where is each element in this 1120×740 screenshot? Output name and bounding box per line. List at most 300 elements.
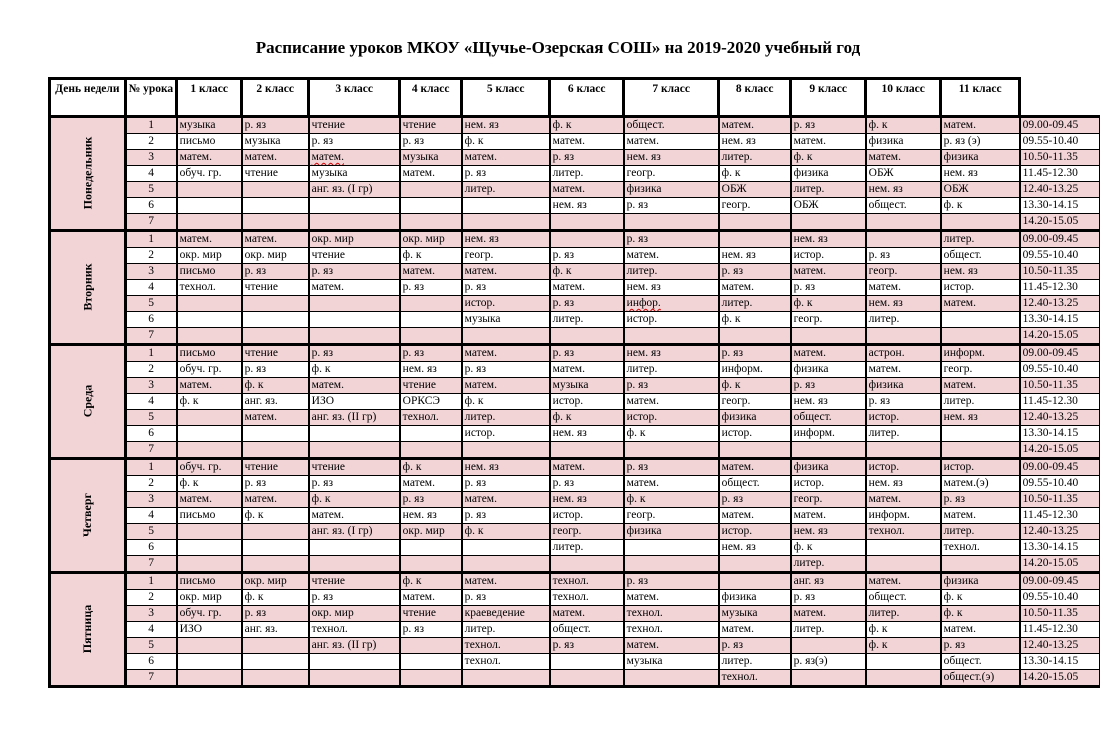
- subject-cell: [309, 214, 400, 231]
- subject-cell: [309, 198, 400, 214]
- subject-cell: матем.: [400, 264, 462, 280]
- subject-cell: матем.: [866, 280, 941, 296]
- subject-cell: нем. яз: [941, 410, 1020, 426]
- subject-cell: истор.: [719, 426, 791, 442]
- subject-cell: р. яз: [791, 117, 866, 134]
- subject-cell: нем. яз: [400, 362, 462, 378]
- time-cell: 13.30-14.15: [1020, 654, 1100, 670]
- subject-cell: [550, 670, 624, 687]
- subject-cell: чтение: [400, 117, 462, 134]
- lesson-number: 2: [125, 476, 177, 492]
- subject-cell: [309, 328, 400, 345]
- table-row: [50, 638, 1100, 654]
- subject-cell: [177, 214, 242, 231]
- lesson-number: 1: [125, 345, 177, 362]
- subject-cell: [941, 442, 1020, 459]
- lesson-number: 6: [125, 312, 177, 328]
- subject-cell: [866, 654, 941, 670]
- subject-cell: ф. к: [866, 622, 941, 638]
- subject-cell: р. яз: [550, 638, 624, 654]
- subject-cell: ф. к: [941, 590, 1020, 606]
- subject-cell: [941, 214, 1020, 231]
- subject-cell: [462, 442, 550, 459]
- time-cell: 11.45-12.30: [1020, 166, 1100, 182]
- header-time-blank: [1020, 79, 1100, 117]
- subject-cell: матем.: [791, 264, 866, 280]
- subject-cell: р. яз: [462, 362, 550, 378]
- subject-cell: [550, 556, 624, 573]
- time-cell: 09.55-10.40: [1020, 362, 1100, 378]
- table-row: [50, 362, 1100, 378]
- subject-cell: окр. мир: [400, 231, 462, 248]
- subject-cell: истор.: [941, 280, 1020, 296]
- subject-cell: окр. мир: [400, 524, 462, 540]
- lesson-number: 7: [125, 214, 177, 231]
- day-label: Вторник: [80, 263, 95, 311]
- subject-cell: [866, 442, 941, 459]
- subject-cell: анг. яз. (II гр): [309, 410, 400, 426]
- subject-cell: матем.: [177, 231, 242, 248]
- subject-cell: [550, 442, 624, 459]
- subject-cell: технол.: [719, 670, 791, 687]
- subject-cell: [866, 214, 941, 231]
- subject-cell: ф. к: [550, 264, 624, 280]
- subject-cell: матем.: [177, 150, 242, 166]
- table-row: [50, 166, 1100, 182]
- lesson-number: 7: [125, 670, 177, 687]
- subject-cell: литер.: [624, 362, 719, 378]
- subject-cell: [719, 328, 791, 345]
- subject-cell: литер.: [462, 622, 550, 638]
- subject-cell: литер.: [791, 556, 866, 573]
- lesson-number: 3: [125, 492, 177, 508]
- subject-cell: р. яз: [550, 476, 624, 492]
- subject-cell: ф. к: [177, 476, 242, 492]
- subject-cell: [400, 540, 462, 556]
- subject-cell: музыка: [550, 378, 624, 394]
- subject-cell: истор.: [866, 459, 941, 476]
- subject-cell: музыка: [177, 117, 242, 134]
- header-lesson-number: № урока: [125, 79, 177, 117]
- subject-cell: [177, 654, 242, 670]
- subject-cell: ф. к: [866, 638, 941, 654]
- subject-cell: р. яз: [624, 378, 719, 394]
- subject-cell: матем.: [462, 492, 550, 508]
- subject-cell: р. яз: [462, 280, 550, 296]
- subject-cell: матем.: [866, 150, 941, 166]
- subject-cell: информ.: [941, 345, 1020, 362]
- subject-cell: [177, 296, 242, 312]
- subject-cell: нем. яз: [624, 345, 719, 362]
- lesson-number: 6: [125, 540, 177, 556]
- table-row: [50, 214, 1100, 231]
- subject-cell: литер.: [719, 150, 791, 166]
- table-row: [50, 378, 1100, 394]
- table-row: [50, 606, 1100, 622]
- subject-cell: [242, 670, 309, 687]
- lesson-number: 1: [125, 573, 177, 590]
- subject-cell: [791, 638, 866, 654]
- subject-cell: истор.: [462, 426, 550, 442]
- lesson-number: 6: [125, 654, 177, 670]
- day-cell: [50, 573, 126, 687]
- subject-cell: матем.: [400, 590, 462, 606]
- subject-cell: анг. яз. (II гр): [309, 638, 400, 654]
- subject-cell: физика: [624, 524, 719, 540]
- subject-cell: обуч. гр.: [177, 362, 242, 378]
- subject-cell: музыка: [400, 150, 462, 166]
- subject-cell: р. яз: [791, 378, 866, 394]
- subject-cell: р. яз: [941, 492, 1020, 508]
- table-row: [50, 426, 1100, 442]
- day-label: Понедельник: [80, 136, 95, 210]
- subject-cell: [177, 182, 242, 198]
- time-cell: 13.30-14.15: [1020, 198, 1100, 214]
- subject-cell: р. яз: [791, 280, 866, 296]
- subject-cell: музыка: [624, 654, 719, 670]
- subject-cell: [242, 442, 309, 459]
- lesson-number: 4: [125, 394, 177, 410]
- subject-cell: [309, 150, 400, 166]
- subject-cell: ф. к: [242, 590, 309, 606]
- subject-cell: чтение: [309, 459, 400, 476]
- subject-cell: [400, 198, 462, 214]
- subject-cell: ОБЖ: [719, 182, 791, 198]
- table-row: [50, 280, 1100, 296]
- subject-cell: общест.: [550, 622, 624, 638]
- subject-cell: [400, 312, 462, 328]
- subject-cell: ф. к: [309, 492, 400, 508]
- subject-cell: р. яз: [242, 606, 309, 622]
- time-cell: 12.40-13.25: [1020, 524, 1100, 540]
- subject-cell: литер.: [791, 182, 866, 198]
- header-row: [50, 79, 1100, 117]
- subject-cell: р. яз (э): [941, 134, 1020, 150]
- subject-cell: матем.: [177, 492, 242, 508]
- table-row: [50, 312, 1100, 328]
- subject-cell: матем.: [177, 378, 242, 394]
- subject-cell: [941, 328, 1020, 345]
- subject-cell: истор.: [941, 459, 1020, 476]
- subject-cell: [791, 670, 866, 687]
- subject-cell: ф. к: [400, 248, 462, 264]
- subject-cell: р. яз: [624, 198, 719, 214]
- lesson-number: 4: [125, 166, 177, 182]
- lesson-number: 7: [125, 328, 177, 345]
- subject-cell: матем.: [941, 117, 1020, 134]
- time-cell: 14.20-15.05: [1020, 214, 1100, 231]
- subject-cell: чтение: [309, 573, 400, 590]
- header-class-4: 4 класс: [400, 79, 462, 117]
- subject-cell: [550, 328, 624, 345]
- lesson-number: 1: [125, 459, 177, 476]
- subject-cell: [242, 312, 309, 328]
- subject-cell: информ.: [719, 362, 791, 378]
- subject-cell: [177, 198, 242, 214]
- lesson-number: 7: [125, 442, 177, 459]
- subject-cell: окр. мир: [177, 248, 242, 264]
- subject-cell: ф. к: [791, 296, 866, 312]
- subject-cell: р. яз: [550, 345, 624, 362]
- subject-cell: [177, 312, 242, 328]
- lesson-number: 1: [125, 117, 177, 134]
- subject-cell: геогр.: [624, 166, 719, 182]
- subject-cell: ф. к: [941, 606, 1020, 622]
- subject-cell: матем.: [719, 508, 791, 524]
- subject-cell: [309, 312, 400, 328]
- subject-cell: литер.: [462, 410, 550, 426]
- subject-cell: окр. мир: [309, 231, 400, 248]
- subject-cell: истор.: [624, 410, 719, 426]
- subject-cell: нем. яз: [866, 296, 941, 312]
- page-title: Расписание уроков МКОУ «Щучье-Озерская СОШ» на 2019-2020 учебный год: [255, 38, 861, 57]
- subject-cell: [177, 426, 242, 442]
- header-day: День недели: [50, 79, 126, 117]
- subject-cell: чтение: [400, 606, 462, 622]
- subject-cell: матем.: [719, 117, 791, 134]
- table-row: [50, 117, 1100, 134]
- subject-cell: р. яз: [400, 345, 462, 362]
- subject-cell: р. яз: [462, 166, 550, 182]
- subject-cell: [242, 556, 309, 573]
- subject-cell: ОБЖ: [791, 198, 866, 214]
- subject-cell: литер.: [866, 426, 941, 442]
- subject-cell: [400, 638, 462, 654]
- subject-cell: [400, 654, 462, 670]
- subject-cell: нем. яз: [866, 182, 941, 198]
- lesson-number: 4: [125, 508, 177, 524]
- subject-cell: письмо: [177, 508, 242, 524]
- subject-cell: физика: [791, 459, 866, 476]
- subject-cell: технол.: [624, 622, 719, 638]
- subject-cell: р. яз: [866, 394, 941, 410]
- subject-cell: музыка: [719, 606, 791, 622]
- time-cell: 10.50-11.35: [1020, 264, 1100, 280]
- subject-cell: ф. к: [941, 198, 1020, 214]
- subject-cell: матем.: [866, 492, 941, 508]
- subject-cell: нем. яз: [791, 524, 866, 540]
- subject-cell: [400, 296, 462, 312]
- subject-cell: геогр.: [550, 524, 624, 540]
- subject-cell: [242, 328, 309, 345]
- subject-cell: окр. мир: [309, 606, 400, 622]
- subject-cell: [242, 214, 309, 231]
- subject-cell: матем.: [242, 150, 309, 166]
- subject-cell: истор.: [550, 508, 624, 524]
- subject-cell: ф. к: [309, 362, 400, 378]
- subject-cell: р. яз: [624, 573, 719, 590]
- time-cell: 11.45-12.30: [1020, 280, 1100, 296]
- subject-cell: [791, 328, 866, 345]
- subject-cell: ф. к: [462, 134, 550, 150]
- time-cell: 12.40-13.25: [1020, 410, 1100, 426]
- lesson-number: 2: [125, 248, 177, 264]
- subject-cell: [177, 540, 242, 556]
- subject-cell: нем. яз: [941, 264, 1020, 280]
- subject-cell: музыка: [309, 166, 400, 182]
- subject-cell: [941, 426, 1020, 442]
- subject-cell: ОБЖ: [941, 182, 1020, 198]
- subject-cell: истор.: [866, 410, 941, 426]
- subject-cell: общест.: [624, 117, 719, 134]
- table-row: [50, 590, 1100, 606]
- subject-cell: геогр.: [791, 492, 866, 508]
- subject-cell: р. яз: [400, 622, 462, 638]
- subject-cell: матем.: [242, 410, 309, 426]
- subject-cell: информ.: [791, 426, 866, 442]
- subject-cell: [719, 231, 791, 248]
- subject-cell: [309, 670, 400, 687]
- time-cell: 14.20-15.05: [1020, 556, 1100, 573]
- time-cell: 12.40-13.25: [1020, 296, 1100, 312]
- subject-cell: информ.: [866, 508, 941, 524]
- subject-cell: матем.: [309, 280, 400, 296]
- time-cell: 09.00-09.45: [1020, 459, 1100, 476]
- subject-cell: матем.: [550, 134, 624, 150]
- time-cell: 12.40-13.25: [1020, 638, 1100, 654]
- subject-cell: матем.: [791, 345, 866, 362]
- subject-cell: литер.: [550, 540, 624, 556]
- subject-cell: [719, 214, 791, 231]
- subject-cell: физика: [791, 362, 866, 378]
- subject-cell: музыка: [242, 134, 309, 150]
- subject-cell: [462, 328, 550, 345]
- subject-cell: нем. яз: [400, 508, 462, 524]
- subject-cell: технол.: [550, 590, 624, 606]
- subject-cell: матем.: [941, 296, 1020, 312]
- table-row: [50, 134, 1100, 150]
- subject-cell: матем.: [462, 150, 550, 166]
- subject-cell: р. яз: [624, 231, 719, 248]
- subject-cell: матем.: [309, 378, 400, 394]
- subject-cell: матем.: [866, 573, 941, 590]
- subject-cell: литер.: [550, 166, 624, 182]
- subject-cell: технол.: [462, 638, 550, 654]
- subject-cell: технол.: [400, 410, 462, 426]
- subject-cell: [866, 540, 941, 556]
- subject-cell: общест.: [941, 654, 1020, 670]
- subject-cell: литер.: [719, 296, 791, 312]
- subject-cell: [550, 231, 624, 248]
- subject-cell: чтение: [309, 248, 400, 264]
- time-cell: 10.50-11.35: [1020, 492, 1100, 508]
- subject-cell: матем.: [941, 378, 1020, 394]
- subject-cell: [719, 442, 791, 459]
- subject-cell: [242, 638, 309, 654]
- subject-cell: р. яз: [550, 248, 624, 264]
- subject-cell: окр. мир: [177, 590, 242, 606]
- subject-cell: литер.: [941, 524, 1020, 540]
- subject-cell: нем. яз: [462, 117, 550, 134]
- time-cell: 11.45-12.30: [1020, 508, 1100, 524]
- subject-cell: окр. мир: [242, 248, 309, 264]
- subject-cell: нем. яз: [550, 198, 624, 214]
- subject-cell: матем.: [719, 280, 791, 296]
- time-cell: 09.55-10.40: [1020, 134, 1100, 150]
- lesson-number: 4: [125, 280, 177, 296]
- subject-cell: [866, 556, 941, 573]
- subject-cell: [624, 670, 719, 687]
- subject-cell: [941, 556, 1020, 573]
- subject-cell: чтение: [400, 378, 462, 394]
- subject-cell: [462, 670, 550, 687]
- subject-cell: [866, 670, 941, 687]
- subject-cell: [866, 231, 941, 248]
- table-row: [50, 345, 1100, 362]
- subject-cell: чтение: [309, 117, 400, 134]
- subject-text: инфор.: [626, 297, 661, 309]
- subject-cell: [242, 296, 309, 312]
- subject-cell: [309, 296, 400, 312]
- lesson-number: 6: [125, 426, 177, 442]
- subject-cell: нем. яз: [866, 476, 941, 492]
- subject-cell: технол.: [309, 622, 400, 638]
- subject-cell: обуч. гр.: [177, 459, 242, 476]
- subject-cell: [462, 556, 550, 573]
- subject-cell: [624, 328, 719, 345]
- lesson-number: 5: [125, 410, 177, 426]
- time-cell: 13.30-14.15: [1020, 426, 1100, 442]
- subject-cell: физика: [941, 573, 1020, 590]
- header-class-1: 1 класс: [177, 79, 242, 117]
- subject-cell: [462, 214, 550, 231]
- subject-cell: общест.: [866, 590, 941, 606]
- subject-cell: литер.: [550, 312, 624, 328]
- subject-cell: [177, 410, 242, 426]
- subject-cell: р. яз: [309, 264, 400, 280]
- table-row: [50, 182, 1100, 198]
- subject-cell: нем. яз: [791, 231, 866, 248]
- subject-cell: ф. к: [719, 378, 791, 394]
- subject-cell: матем.: [719, 459, 791, 476]
- subject-cell: истор.: [791, 476, 866, 492]
- table-row: [50, 442, 1100, 459]
- subject-cell: матем.: [791, 606, 866, 622]
- subject-cell: обуч. гр.: [177, 166, 242, 182]
- subject-cell: физика: [719, 410, 791, 426]
- subject-cell: матем.: [550, 459, 624, 476]
- table-row: [50, 410, 1100, 426]
- subject-cell: физика: [624, 182, 719, 198]
- subject-cell: физика: [941, 150, 1020, 166]
- subject-cell: физика: [719, 590, 791, 606]
- subject-text: матем.: [311, 151, 344, 163]
- subject-cell: ф. к: [719, 166, 791, 182]
- subject-cell: р. яз: [462, 590, 550, 606]
- day-label: Среда: [80, 384, 95, 418]
- subject-cell: общест.: [941, 248, 1020, 264]
- subject-cell: [719, 556, 791, 573]
- subject-cell: р. яз: [719, 638, 791, 654]
- table-row: [50, 150, 1100, 166]
- subject-cell: [309, 426, 400, 442]
- subject-cell: [177, 670, 242, 687]
- table-row: [50, 394, 1100, 410]
- time-cell: 13.30-14.15: [1020, 312, 1100, 328]
- subject-cell: матем.: [309, 508, 400, 524]
- table-row: [50, 556, 1100, 573]
- subject-cell: анг. яз. (I гр): [309, 524, 400, 540]
- lesson-number: 5: [125, 182, 177, 198]
- day-label: Пятница: [80, 604, 95, 654]
- subject-cell: [309, 654, 400, 670]
- subject-cell: матем.: [941, 508, 1020, 524]
- time-cell: 11.45-12.30: [1020, 394, 1100, 410]
- subject-cell: ф. к: [866, 117, 941, 134]
- subject-cell: краеведение: [462, 606, 550, 622]
- subject-cell: геогр.: [462, 248, 550, 264]
- table-row: [50, 248, 1100, 264]
